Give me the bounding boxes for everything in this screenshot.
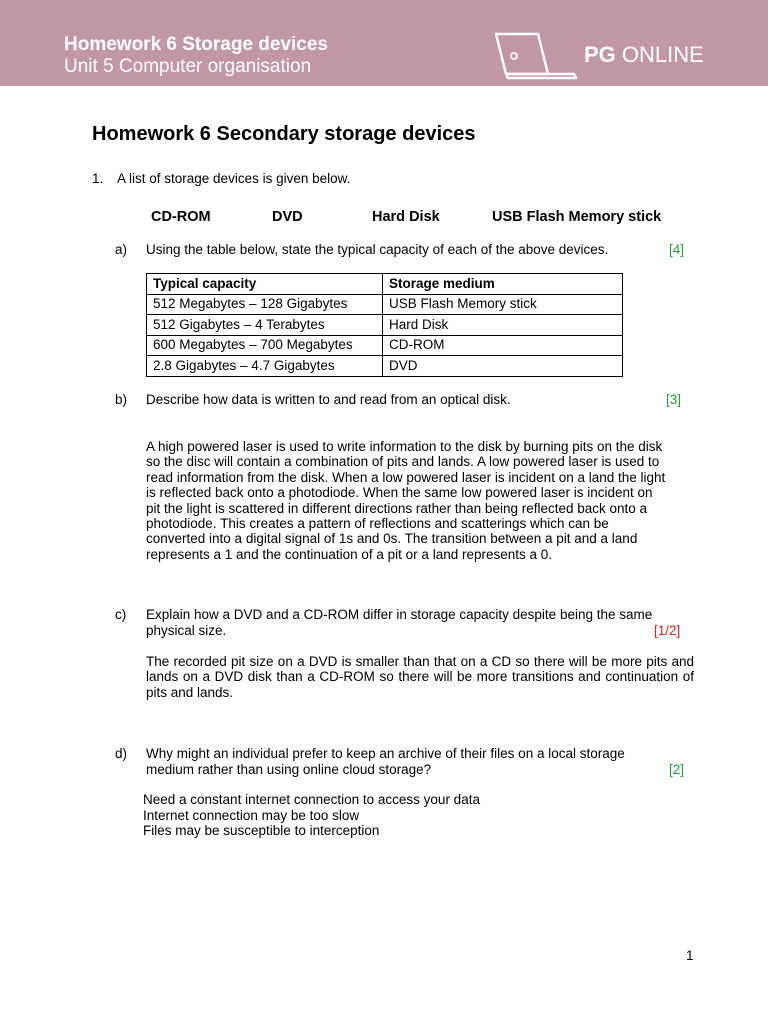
part-d-label: d) — [115, 746, 128, 761]
table-cell: Hard Disk — [383, 315, 623, 336]
part-b-answer — [146, 439, 694, 562]
answer-line: read information from the disk. When a low powered laser is incident on a land the light — [146, 469, 666, 485]
device-usb-flash: USB Flash Memory stick — [492, 209, 662, 225]
part-a-text: Using the table below, state the typical capacity of each of the above devices. — [146, 242, 609, 257]
part-c-label: c) — [115, 607, 127, 622]
part-b-mark: [3] — [666, 392, 682, 407]
header-banner — [0, 0, 768, 86]
table-row — [147, 315, 623, 336]
part-d-text-line1: Why might an individual prefer to keep an archive of their files on a local storage — [146, 746, 625, 761]
part-d-mark: [2] — [669, 762, 685, 777]
table-header-cell: Typical capacity — [147, 274, 383, 295]
answer-line: A high powered laser is used to write information to the disk by burning pits on the disk — [146, 439, 663, 454]
answer-line: represents a 1 and the continuation of a pit or a land represents a 0. — [146, 546, 553, 562]
table-row — [147, 335, 623, 356]
logo-suffix: ONLINE — [621, 42, 704, 67]
part-a-mark: [4] — [669, 242, 685, 257]
table-header-row — [147, 274, 623, 295]
device-hard-disk: Hard Disk — [372, 209, 440, 225]
device-cd-rom: CD-ROM — [151, 209, 211, 225]
table-cell: 512 Gigabytes – 4 Terabytes — [147, 315, 383, 336]
part-c-answer: The recorded pit size on a DVD is smaller than that on a CD so there will be more pits and lands on a DVD disk than a CD-ROM so there will be more transitions and continuation of pits and lands. — [146, 654, 694, 700]
answer-line: photodiode. This creates a pattern of reflections and scatterings which can be — [146, 516, 609, 532]
laptop-logo-icon — [490, 30, 580, 80]
table-row — [147, 356, 623, 377]
part-a-label: a) — [115, 242, 128, 257]
table-cell: 2.8 Gigabytes – 4.7 Gigabytes — [147, 356, 383, 377]
pg-online-logo — [584, 42, 704, 68]
part-b-text: Describe how data is written to and read from an optical disk. — [146, 392, 511, 407]
question-number: 1. — [92, 171, 104, 186]
page-title: Homework 6 Secondary storage devices — [92, 123, 476, 145]
table-row — [147, 294, 623, 315]
device-dvd: DVD — [272, 209, 303, 225]
part-d-answer-line: Files may be susceptible to interception — [143, 823, 380, 838]
header-subtitle: Unit 5 Computer organisation — [64, 56, 312, 77]
table-cell: 600 Megabytes – 700 Megabytes — [147, 335, 383, 356]
logo-brand: PG — [584, 42, 616, 67]
header-title: Homework 6 Storage devices — [64, 34, 328, 55]
part-c-text-line2: physical size. — [146, 623, 227, 638]
table-cell: CD-ROM — [383, 335, 623, 356]
table-cell: 512 Megabytes – 128 Gigabytes — [147, 294, 383, 315]
part-b-label: b) — [115, 392, 128, 407]
page-number: 1 — [686, 948, 694, 963]
table-cell: USB Flash Memory stick — [383, 294, 623, 315]
part-d-answer-line: Need a constant internet connection to access your data — [143, 792, 480, 807]
table-header-cell: Storage medium — [383, 274, 623, 295]
answer-line: pit the light is scattered in different directions rather than being reflected back onto a — [146, 500, 648, 516]
answer-line: converted into a digital signal of 1s and 0s. The transition between a pit and a land — [146, 531, 638, 547]
question-text: A list of storage devices is given below. — [117, 171, 351, 186]
part-d-answer-line: Internet connection may be too slow — [143, 808, 360, 823]
answer-line: so the disc will contain a combination of pits and lands. A low powered laser is used to — [146, 454, 660, 470]
answer-line: is reflected back onto a photodiode. When the same low powered laser is incident on — [146, 485, 653, 501]
part-c-text-line1: Explain how a DVD and a CD-ROM differ in storage capacity despite being the same — [146, 607, 653, 622]
part-d-text-line2: medium rather than using online cloud storage? — [146, 762, 432, 777]
capacity-table — [146, 273, 623, 377]
table-cell: DVD — [383, 356, 623, 377]
part-c-mark: [1/2] — [654, 623, 681, 638]
